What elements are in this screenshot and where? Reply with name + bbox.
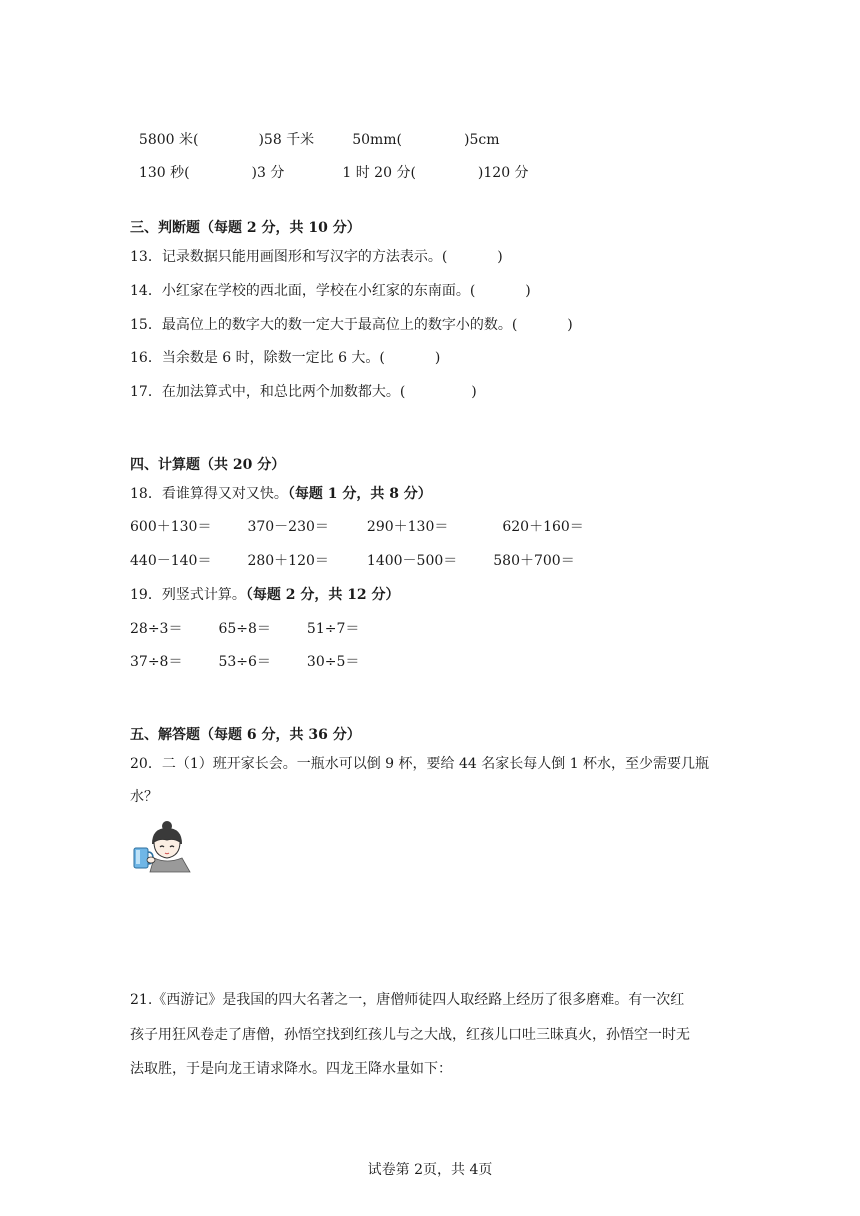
- calc-item: 65÷8＝: [218, 621, 271, 637]
- paren-close: ): [525, 283, 531, 299]
- calc-item: 280＋120＝: [247, 553, 329, 569]
- question-20-line-1: 20．二（1）班开家长会。一瓶水可以倒 9 杯，要给 44 名家长每人倒 1 杯水，至少需要几瓶: [130, 756, 710, 772]
- calc-item: 53÷6＝: [218, 654, 271, 670]
- calc-item: 580＋700＝: [493, 553, 575, 569]
- compare-1b-right: )5cm: [464, 132, 500, 148]
- calc-19-row-2: [130, 653, 359, 671]
- question-18: [130, 485, 432, 503]
- compare-row-2: [130, 146, 529, 182]
- question-text: 19．列竖式计算。: [130, 587, 246, 603]
- question-15: [130, 316, 573, 334]
- paren-close: ): [567, 317, 573, 333]
- question-text: 15．最高位上的数字大的数一定大于最高位上的数字小的数。(: [130, 317, 518, 333]
- calc-item: 1400－500＝: [366, 553, 458, 569]
- calc-item: 440－140＝: [130, 553, 212, 569]
- calc-item: 37÷8＝: [130, 654, 183, 670]
- question-14: [130, 282, 531, 300]
- compare-1a-left: 5800 米(: [138, 132, 199, 148]
- calc-18-row-1: [130, 518, 584, 536]
- question-21-line-2: 孩子用狂风卷走了唐僧，孙悟空找到红孩儿与之大战，红孩儿口吐三昧真火，孙悟空一时无: [130, 1027, 690, 1043]
- paren-close: ): [434, 350, 441, 366]
- question-21-line-1: 21.《西游记》是我国的四大名著之一，唐僧师徒四人取经路上经历了很多磨难。有一次红: [130, 992, 685, 1008]
- paren-close: ): [497, 249, 503, 265]
- child-with-cup-illustration: [130, 818, 192, 874]
- calc-18-row-2: [130, 552, 575, 570]
- question-text: 18．看谁算得又对又快。: [130, 486, 288, 502]
- question-text: 17．在加法算式中，和总比两个加数都大。(: [130, 384, 406, 400]
- calc-item: 51÷7＝: [306, 621, 360, 637]
- question-19: [130, 586, 400, 604]
- compare-2b-left: 1 时 20 分(: [342, 165, 416, 181]
- section-5-heading: 五、解答题（每题 6 分，共 36 分）: [130, 727, 361, 743]
- compare-1b-left: 50mm(: [352, 132, 403, 148]
- score-note: （每题 1 分，共 8 分）: [287, 486, 432, 502]
- compare-2b-right: )120 分: [477, 165, 529, 181]
- section-3-heading: 三、判断题（每题 2 分，共 10 分）: [130, 220, 361, 236]
- score-note: （每题 2 分，共 12 分）: [245, 587, 400, 603]
- question-21-line-3: 法取胜，于是向龙王请求降水。四龙王降水量如下：: [130, 1061, 452, 1077]
- question-16: [130, 349, 440, 367]
- question-text: 14．小红家在学校的西北面，学校在小红家的东南面。(: [130, 283, 476, 299]
- calc-item: 600＋130＝: [130, 519, 212, 535]
- compare-2a-right: )3 分: [251, 165, 285, 181]
- page-footer: 试卷第 2页，共 4页: [367, 1162, 493, 1178]
- calc-item: 620＋160＝: [502, 519, 584, 535]
- calc-item: 290＋130＝: [366, 519, 449, 535]
- compare-2a-left: 130 秒(: [138, 165, 190, 181]
- question-17: [130, 383, 477, 401]
- question-13: [130, 248, 503, 266]
- calc-item: 370－230＝: [247, 519, 329, 535]
- question-text: 16．当余数是 6 时，除数一定比 6 大。(: [130, 350, 385, 366]
- question-20-line-2: 水？: [130, 789, 158, 805]
- calc-item: 30÷5＝: [306, 654, 360, 670]
- question-text: 13．记录数据只能用画图形和写汉字的方法表示。(: [130, 249, 448, 265]
- compare-1a-right: )58 千米: [258, 132, 315, 148]
- calc-item: 28÷3＝: [130, 621, 183, 637]
- calc-19-row-1: [130, 620, 359, 638]
- paren-close: ): [471, 384, 477, 400]
- compare-row-1: [130, 113, 500, 149]
- section-4-heading: 四、计算题（共 20 分）: [130, 457, 286, 473]
